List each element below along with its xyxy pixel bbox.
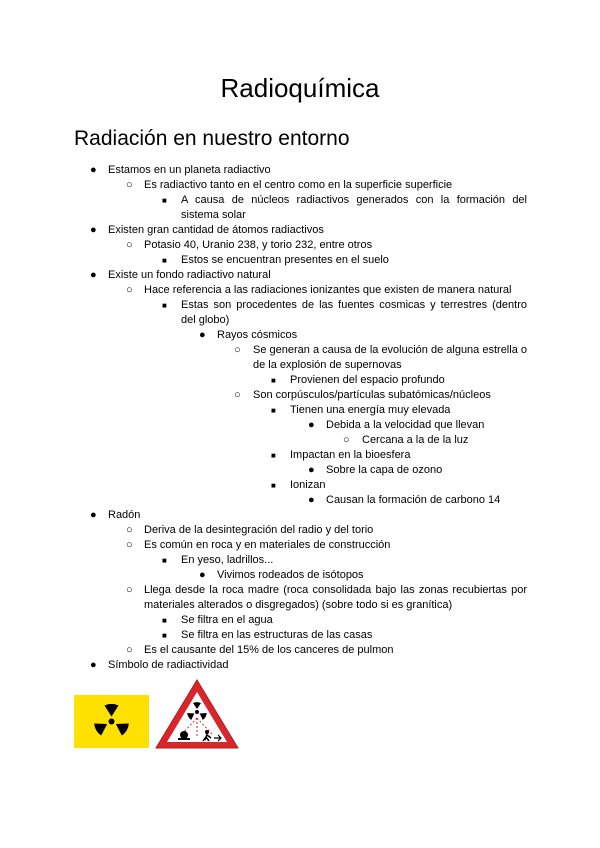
bullet-marker: ■ xyxy=(271,406,276,415)
bullet-marker: ○ xyxy=(234,389,241,401)
bullet-marker: ■ xyxy=(271,376,276,385)
bullet-marker: ● xyxy=(308,494,315,506)
bullet-marker: ○ xyxy=(126,179,133,191)
list-item: Vivimos rodeados de isótopos xyxy=(217,569,364,581)
bullet-marker: ■ xyxy=(162,196,167,205)
bullet-marker: ● xyxy=(90,659,97,671)
list-item: Impactan en la bioesfera xyxy=(290,449,411,461)
bullet-marker: ○ xyxy=(126,584,133,596)
list-item: Ionizan xyxy=(290,479,326,491)
bullet-marker: ● xyxy=(308,419,315,431)
list-item: Tienen una energía muy elevada xyxy=(290,404,451,416)
bullet-marker: ● xyxy=(199,329,206,341)
list-item: Causan la formación de carbono 14 xyxy=(326,494,501,506)
list-item: Debida a la velocidad que llevan xyxy=(326,419,485,431)
bullet-marker: ○ xyxy=(126,284,133,296)
bullet-marker: ● xyxy=(90,509,97,521)
list-item: Existe un fondo radiactivo natural xyxy=(108,269,271,281)
bullet-marker: ■ xyxy=(271,451,276,460)
bullet-marker: ● xyxy=(308,464,315,476)
list-item: Sobre la capa de ozono xyxy=(326,464,443,476)
bullet-marker: ■ xyxy=(162,256,167,265)
bullet-marker: ■ xyxy=(162,631,167,640)
list-item: A causa de núcleos radiactivos generados con la formación del sistema solar xyxy=(181,194,527,221)
list-item: Es radiactivo tanto en el centro como en la superficie superficie xyxy=(144,179,453,191)
radiation-trefoil-icon xyxy=(74,695,149,748)
list-item: Rayos cósmicos xyxy=(217,329,298,341)
bullet-marker: ■ xyxy=(162,301,167,310)
ionizing-radiation-warning-icon xyxy=(154,678,240,750)
bullet-marker: ○ xyxy=(126,239,133,251)
list-item: Estas son procedentes de las fuentes cosmicas y terrestres (dentro del globo) xyxy=(181,299,527,326)
list-item: Se filtra en las estructuras de las casas xyxy=(181,629,373,641)
list-item: Hace referencia a las radiaciones ionizantes que existen de manera natural xyxy=(144,284,512,296)
list-item: Potasio 40, Uranio 238, y torio 232, entre otros xyxy=(144,239,373,251)
list-item: Símbolo de radiactividad xyxy=(108,659,229,671)
list-item: Deriva de la desintegración del radio y del torio xyxy=(144,524,374,536)
page-title: Radioquímica xyxy=(220,73,380,103)
list-item: Es común en roca y en materiales de construcción xyxy=(144,539,391,551)
bullet-marker: ■ xyxy=(162,556,167,565)
bullet-marker: ● xyxy=(199,569,206,581)
list-item: Cercana a la de la luz xyxy=(362,434,469,446)
list-item: Se filtra en el agua xyxy=(181,614,273,626)
bullet-marker: ● xyxy=(90,224,97,236)
list-item: Estamos en un planeta radiactivo xyxy=(108,164,271,176)
bullet-marker: ● xyxy=(90,269,97,281)
bullet-marker: ● xyxy=(90,164,97,176)
bullet-marker: ○ xyxy=(126,644,133,656)
bullet-marker: ■ xyxy=(162,616,167,625)
section-heading: Radiación en nuestro entorno xyxy=(74,127,350,150)
list-item: Provienen del espacio profundo xyxy=(290,374,445,386)
bullet-marker: ○ xyxy=(343,434,350,446)
list-item: Se generan a causa de la evolución de alguna estrella o de la explosión de supernovas xyxy=(253,344,527,371)
list-item: Llega desde la roca madre (roca consolidada bajo las zonas recubiertas por materiales alterados o disgregados) (sobre todo si es granítica) xyxy=(144,584,527,611)
bullet-marker: ○ xyxy=(126,539,133,551)
list-item: Es el causante del 15% de los canceres de pulmon xyxy=(144,644,394,656)
list-item: Radón xyxy=(108,509,141,521)
list-item: En yeso, ladrillos... xyxy=(181,554,274,566)
bullet-marker: ○ xyxy=(126,524,133,536)
list-item: Son corpúsculos/partículas subatómicas/núcleos xyxy=(253,389,491,401)
list-item: Existen gran cantidad de átomos radiactivos xyxy=(108,224,324,236)
bullet-marker: ○ xyxy=(234,344,241,356)
bullet-marker: ■ xyxy=(271,481,276,490)
list-item: Estos se encuentran presentes en el suelo xyxy=(181,254,389,266)
